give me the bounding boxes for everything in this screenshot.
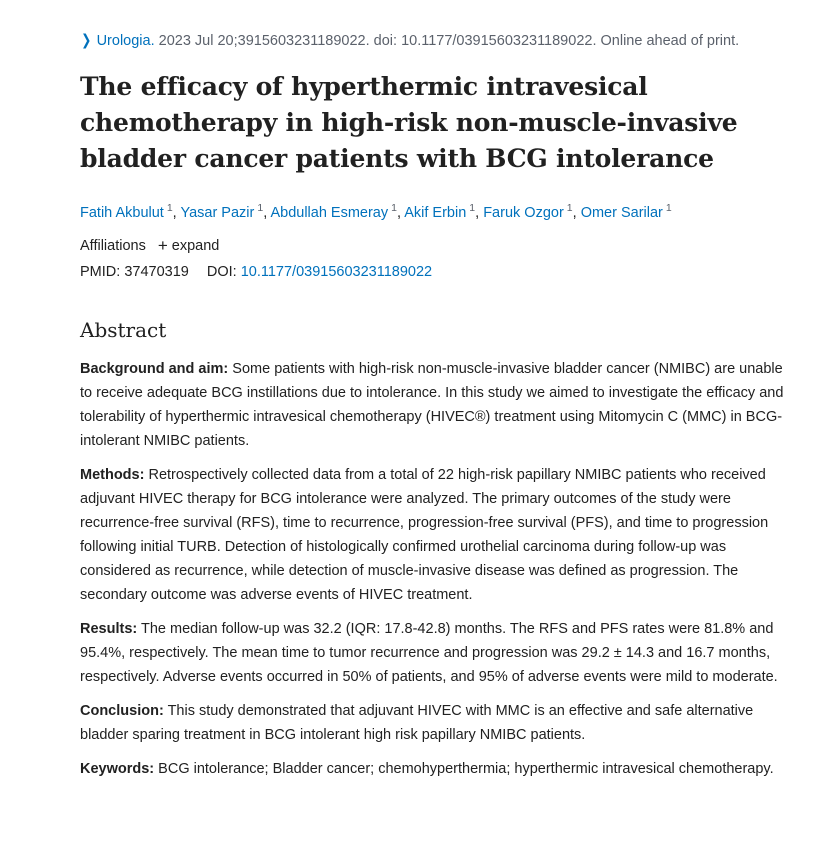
abstract-body (80, 357, 792, 791)
abstract-section-background (80, 357, 792, 453)
abstract-section-results (80, 617, 792, 689)
author-list: Fatih Akbulut $^1$, Yasar Pazir $^1$, Abdullah Esmeray $^1$, Akif Erbin $^1$, Faruk Ozgor $^1$, Omer Sarilar $^1$ (80, 202, 672, 221)
section-label: Conclusion: (80, 703, 164, 719)
keywords (80, 757, 792, 781)
abstract-section-conclusion (80, 699, 792, 747)
article-title: The efficacy of hyperthermic intravesical chemotherapy in high-risk non-muscle-invasive bladder cancer patients with BCG intolerance (80, 72, 738, 173)
affiliation-ref[interactable]: 1 (469, 202, 476, 214)
author-link[interactable]: Akif Erbin (404, 205, 467, 221)
doi-label: DOI: (206, 264, 237, 280)
identifiers (80, 262, 432, 282)
keywords-label: Keywords: (80, 761, 155, 777)
section-text: This study demonstrated that adjuvant HIVEC with MMC is an effective and safe alternative bladder sparing treatment in BCG intolerant high risk papillary NMIBC patients. (80, 703, 754, 743)
section-label: Results: (80, 621, 138, 637)
section-label: Methods: (80, 467, 145, 483)
keywords-text: BCG intolerance; Bladder cancer; chemohyperthermia; hyperthermic intravesical chemotherapy. (158, 761, 774, 777)
pmid-value: 37470319 (124, 264, 189, 280)
affiliations-label: Affiliations (80, 238, 146, 254)
chevron-right-icon[interactable]: ❯ (81, 32, 92, 49)
plus-icon: + (157, 236, 168, 255)
affiliation-ref[interactable]: 1 (566, 202, 573, 214)
author-link[interactable]: Yasar Pazir (180, 205, 255, 221)
affiliation-ref[interactable]: 1 (391, 202, 397, 214)
author-link[interactable]: Abdullah Esmeray (270, 205, 389, 221)
expand-label: expand (171, 238, 220, 254)
pmid-label: PMID: (80, 264, 121, 280)
affiliation-ref[interactable]: 1 (665, 202, 672, 214)
affiliations-toggle (80, 235, 219, 256)
author-link[interactable]: Fatih Akbulut (80, 205, 164, 221)
section-text: The median follow-up was 32.2 (IQR: 17.8-42.8) months. The RFS and PFS rates were 81.8% and 95.4%, respectively. The mean time to tumor recurrence and progression was 29.2 ± 14.3 and 16.7 months, respectively. Adverse events occurred in 50% of patients, and 95% of adverse events were mild to moderate. (80, 621, 778, 685)
author-link[interactable]: Omer Sarilar (580, 205, 663, 221)
journal-link[interactable]: Urologia. (96, 33, 155, 49)
section-text: Retrospectively collected data from a total of 22 high-risk papillary NMIBC patients who received adjuvant HIVEC therapy for BCG intolerance were analyzed. The primary outcomes of the study were recurrence-free survival (RFS), time to recurrence, progression-free survival (PFS), and time to progression following initial TURB. Detection of histologically confirmed urothelial carcinoma during follow-up was considered as recurrence, while detection of muscle-invasive disease was defined as progression. The secondary outcome was adverse events of HIVEC treatment. (80, 467, 769, 603)
author-link[interactable]: Faruk Ozgor (483, 205, 564, 221)
section-label: Background and aim: (80, 361, 229, 377)
doi-link[interactable]: 10.1177/03915603231189022 (240, 264, 433, 280)
abstract-heading: Abstract (80, 318, 167, 342)
expand-button[interactable] (158, 238, 220, 254)
affiliation-ref[interactable]: 1 (257, 202, 264, 214)
affiliation-ref[interactable]: 1 (166, 202, 173, 214)
citation-line (80, 31, 810, 51)
abstract-section-methods (80, 463, 792, 607)
section-text: Some patients with high-risk non-muscle-invasive bladder cancer (NMIBC) are unable to receive adequate BCG instillations due to intolerance. In this study we aimed to investigate the efficacy and tolerability of hyperthermic intravesical chemotherapy (HIVEC®) treatment using Mitomycin C (MMC) in BCG-intolerant NMIBC patients. (80, 361, 784, 449)
citation-details: 2023 Jul 20;3915603231189022. doi: 10.1177/03915603231189022. Online ahead of print. (158, 33, 740, 49)
